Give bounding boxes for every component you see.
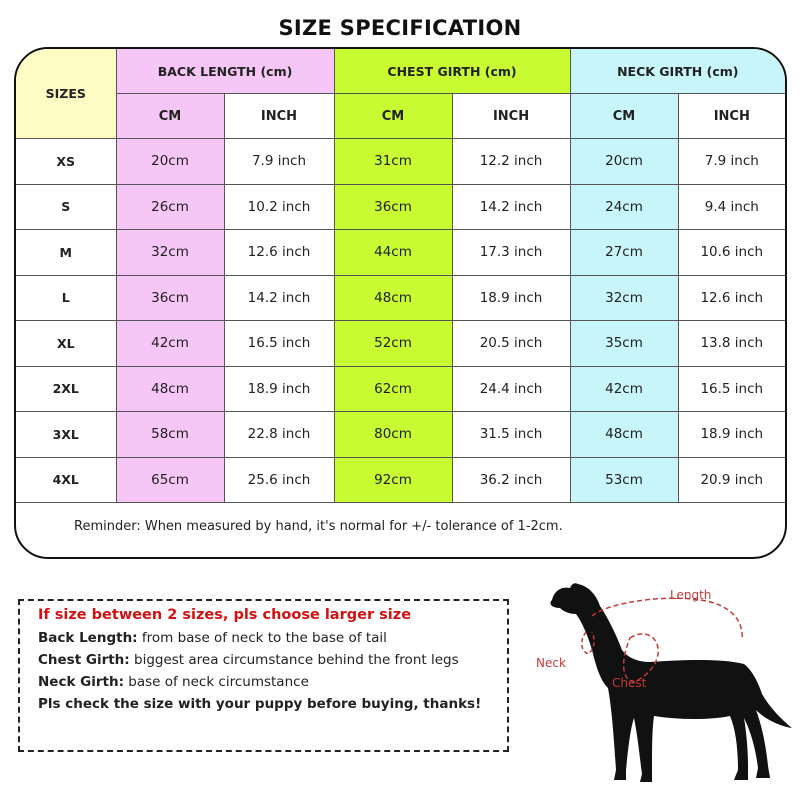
size-row [16, 366, 785, 412]
neck-label: Neck [536, 656, 566, 670]
back-inch-cell: 22.8 inch [224, 412, 334, 458]
back-length-note-text: from base of neck to the base of tail [137, 630, 387, 646]
neck-inch-cell: 13.8 inch [678, 321, 785, 367]
size-row [16, 230, 785, 276]
neck-cm-cell: 42cm [570, 366, 678, 412]
back-inch-cell: 7.9 inch [224, 139, 334, 185]
size-cell: M [16, 230, 116, 276]
back-cm-cell: 20cm [116, 139, 224, 185]
chest-inch-cell: 12.2 inch [452, 139, 570, 185]
size-notes-box [18, 599, 509, 752]
chest-inch-cell: 36.2 inch [452, 457, 570, 503]
chest-girth-note-text: biggest area circumstance behind the front legs [129, 652, 459, 668]
back-cm-cell: 58cm [116, 412, 224, 458]
size-row [16, 275, 785, 321]
neck-cm-cell: 20cm [570, 139, 678, 185]
chest-cm-cell: 31cm [334, 139, 452, 185]
size-advice-headline: If size between 2 sizes, pls choose larger size [38, 607, 412, 623]
back-inch-cell: 10.2 inch [224, 184, 334, 230]
chest-cm-cell: 92cm [334, 457, 452, 503]
chest-cm-cell: 80cm [334, 412, 452, 458]
neck-girth-note [38, 671, 507, 693]
back-inch-cell: 12.6 inch [224, 230, 334, 276]
chest-inch-cell: 17.3 inch [452, 230, 570, 276]
neck-cm-header: CM [570, 94, 678, 139]
check-size-note: Pls check the size with your puppy before buying, thanks! [38, 696, 482, 712]
neck-inch-header: INCH [678, 94, 785, 139]
chest-cm-cell: 36cm [334, 184, 452, 230]
back-cm-cell: 36cm [116, 275, 224, 321]
size-row [16, 457, 785, 503]
length-label: Length [670, 588, 712, 602]
back-inch-cell: 14.2 inch [224, 275, 334, 321]
size-cell: S [16, 184, 116, 230]
back-cm-cell: 42cm [116, 321, 224, 367]
size-cell: 3XL [16, 412, 116, 458]
size-spec-table [16, 49, 785, 559]
neck-inch-cell: 12.6 inch [678, 275, 785, 321]
neck-cm-cell: 27cm [570, 230, 678, 276]
size-row [16, 412, 785, 458]
back-cm-header: CM [116, 94, 224, 139]
size-row [16, 139, 785, 185]
neck-girth-note-text: base of neck circumstance [123, 674, 309, 690]
chest-cm-cell: 48cm [334, 275, 452, 321]
back-cm-cell: 32cm [116, 230, 224, 276]
neck-girth-note-label: Neck Girth: [38, 674, 124, 690]
chest-girth-note-label: Chest Girth: [38, 652, 130, 668]
back-inch-cell: 16.5 inch [224, 321, 334, 367]
back-length-note-label: Back Length: [38, 630, 138, 646]
size-row [16, 321, 785, 367]
back-inch-header: INCH [224, 94, 334, 139]
chest-inch-cell: 31.5 inch [452, 412, 570, 458]
neck-cm-cell: 32cm [570, 275, 678, 321]
chest-inch-cell: 18.9 inch [452, 275, 570, 321]
dog-silhouette-icon [530, 570, 800, 800]
neck-inch-cell: 16.5 inch [678, 366, 785, 412]
back-cm-cell: 26cm [116, 184, 224, 230]
page-title: SIZE SPECIFICATION [278, 16, 522, 40]
back-inch-cell: 18.9 inch [224, 366, 334, 412]
back-cm-cell: 48cm [116, 366, 224, 412]
chest-girth-note [38, 649, 507, 671]
chest-label: Chest [612, 676, 647, 690]
chest-cm-cell: 44cm [334, 230, 452, 276]
chest-girth-header: CHEST GIRTH (cm) [334, 49, 570, 94]
back-length-note [38, 627, 507, 649]
chest-inch-cell: 20.5 inch [452, 321, 570, 367]
neck-inch-cell: 10.6 inch [678, 230, 785, 276]
chest-inch-header: INCH [452, 94, 570, 139]
back-cm-cell: 65cm [116, 457, 224, 503]
chest-cm-cell: 52cm [334, 321, 452, 367]
back-inch-cell: 25.6 inch [224, 457, 334, 503]
size-cell: L [16, 275, 116, 321]
reminder-text: Reminder: When measured by hand, it's normal for +/- tolerance of 1-2cm. [74, 519, 563, 534]
size-cell: XS [16, 139, 116, 185]
neck-inch-cell: 18.9 inch [678, 412, 785, 458]
neck-cm-cell: 48cm [570, 412, 678, 458]
chest-cm-header: CM [334, 94, 452, 139]
size-cell: XL [16, 321, 116, 367]
neck-inch-cell: 20.9 inch [678, 457, 785, 503]
neck-cm-cell: 35cm [570, 321, 678, 367]
neck-inch-cell: 7.9 inch [678, 139, 785, 185]
size-cell: 2XL [16, 366, 116, 412]
sizes-header: SIZES [16, 49, 116, 139]
chest-inch-cell: 14.2 inch [452, 184, 570, 230]
neck-girth-header: NECK GIRTH (cm) [570, 49, 785, 94]
dog-measurement-diagram [530, 570, 800, 800]
size-row [16, 184, 785, 230]
back-length-header: BACK LENGTH (cm) [116, 49, 334, 94]
neck-cm-cell: 53cm [570, 457, 678, 503]
chest-cm-cell: 62cm [334, 366, 452, 412]
size-table-card [14, 47, 787, 559]
size-cell: 4XL [16, 457, 116, 503]
neck-inch-cell: 9.4 inch [678, 184, 785, 230]
chest-inch-cell: 24.4 inch [452, 366, 570, 412]
neck-cm-cell: 24cm [570, 184, 678, 230]
